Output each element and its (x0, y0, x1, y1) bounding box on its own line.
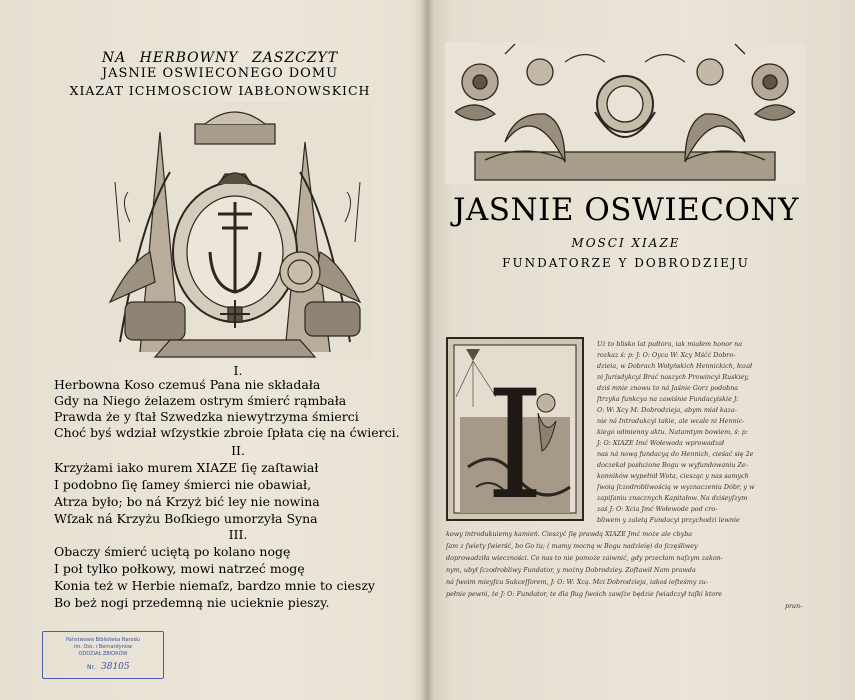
verse-line: Herbowna Koso czemuś Pana nie składała (54, 377, 321, 392)
verse-line: Obaczy śmierć uciętą po kolano nogę (54, 544, 291, 559)
dedication-subtitle2: FUNDATORZE Y DOBRODZIEJU (502, 256, 750, 270)
body-line: konników wypełnił Wota, ciesząc y nas samych (597, 472, 749, 480)
body-line: bliwem y zaletą Fundacyi przychodzi lewnie (597, 516, 740, 524)
body-line: pełnie pewni, że J: O: Fundator, te dla ſług ſwoich zawſze będzie ſwiadczył taſki ktore (446, 590, 723, 598)
left-header-line2: JASNIE OSWIECONEGO DOMU (101, 66, 339, 81)
body-line: ná ſwoim mieyſcu Sukceſſorem, J: O: W: Xcą. Mci Dobrodzieja, iakoś ieſteśmy zu- (446, 578, 709, 586)
body-line: kowy introdukuiemy kamień. Cieszyć ſię prawdą XIAZE Jmć może ale cbyba (446, 530, 693, 538)
verse-line: Wſzak ná Krzyżu Boſkiego umorzyła Syna (54, 511, 318, 526)
verse-line: Prawda że y ſtał Szwedzka niewytrzyma śmierci (54, 409, 359, 424)
stamp-number-label: Nr. (87, 664, 96, 671)
body-line: ni Jurisdykcyi Brać naszych Prowincyi Ruskiey, (597, 373, 749, 381)
body-line: pran- (785, 602, 803, 610)
body-line: rozkaz ś: p: J: O: Oyca W: Xcy Mśćć Dobro- (597, 351, 736, 359)
body-line: nie ná Introdukcyi takie, ale wcale ni Hennic- (597, 417, 745, 425)
stamp-number: 38105 (101, 662, 130, 672)
body-line: zaś J: O: Xcia Jmć Wołewode pod cro- (597, 505, 718, 513)
verse-line: I poł tylko połkowy, mowi natrzeć mogę (54, 561, 305, 576)
library-stamp (42, 631, 164, 679)
stanza-numeral: II. (231, 443, 245, 458)
body-line: ſtrzyka funkcya na zawiśnie Fundacyiskie J: (597, 395, 739, 403)
verse-line: I podobno ſię ſamey śmierci nie obawiał, (54, 477, 312, 492)
verse-line: Gdy na Niego żelazem ostrym śmierć rąmbała (54, 393, 347, 408)
verse-line: Krzyżami iako murem XIAZE ſię zaſtawiał (54, 460, 319, 475)
left-header-line1: NA HERBOWNY ZASZCZYT (101, 50, 339, 66)
verse-line: Choć byś wdział wſzystkie zbroie ſpłata cię na ćwierci. (54, 425, 400, 440)
body-line: J: O: XIAZE Imć Wołewoda wprowadzał (597, 439, 725, 447)
body-line: nym, ubył ſczodrobliwy Fundator, y możny Dobrodziey. Zoſtawił Nam prawda (446, 566, 696, 574)
stanza-numeral: I. (233, 363, 243, 378)
dedication-title: JASNIE OSWIECONY (452, 192, 800, 228)
body-line: doprowadziła wieczności. Co nas to nie pomoże zaiwnić, gdy przecłam naſzym zakon- (446, 554, 723, 562)
left-header-line3: XIAZAT ICHMOSCIOW IABŁONOWSKICH (69, 83, 371, 98)
body-line: ſwoią ſczodrobliwością w wyznaczeniu Dóbr, y w (597, 483, 755, 491)
stamp-line: Państwowa Biblioteka Narodu (66, 637, 140, 643)
body-line: zapiſaniu znacznych Kapitałow. Na dziśeyſzym (597, 494, 748, 502)
stamp-line: im. Oss. i Bernardynów (74, 644, 132, 650)
body-line: Uż to blisko lat pułtora, iak miałem honor na (597, 340, 743, 348)
floral-headpiece-ornament-icon (445, 42, 805, 184)
body-line: doczekał posłużone Bogu w wyfundowaniu Ze- (597, 461, 748, 469)
decorated-initial-cherub-icon (446, 337, 584, 521)
body-line: ſam z ſwiety ſwierść, bo Go tu; ( mamy mocną w Bogu nadzieię) do ſczęśliwey (446, 542, 698, 550)
body-line: O: W: Xcy M: Dobrodzieja, abym miał kaza- (597, 406, 737, 414)
verse-line: Bo beż nogi przedemną nie ucieknie pieszy. (54, 595, 330, 610)
body-line: dziś mnie znowu to ná Jaśnie Gorz podobna (597, 384, 739, 392)
body-line: kiego odmienny aktu. Natamtym bowiem, ś: p: (597, 428, 748, 436)
coat-of-arms-engraving-icon (100, 102, 372, 360)
initial-letter: I (485, 359, 545, 521)
stamp-line: ODDZIAŁ ZBIORÓW (78, 651, 128, 657)
dedication-subtitle: MOSCI XIAZE (571, 236, 681, 250)
stanza-numeral: III. (228, 527, 248, 542)
body-line: nas ná nową fundacyą do Hennich, cieśać się 2e (597, 450, 754, 458)
verse-line: Atrza było; bo ná Krzyż bić ley nie nowina (54, 494, 320, 509)
verse-line: Konia też w Herbie niemaſz, bardzo mnie to cieszy (54, 578, 375, 593)
body-line: dzieia, w Dobrach Wołyńskich Hennickich, łozał (597, 362, 753, 370)
book-gutter (420, 0, 434, 700)
